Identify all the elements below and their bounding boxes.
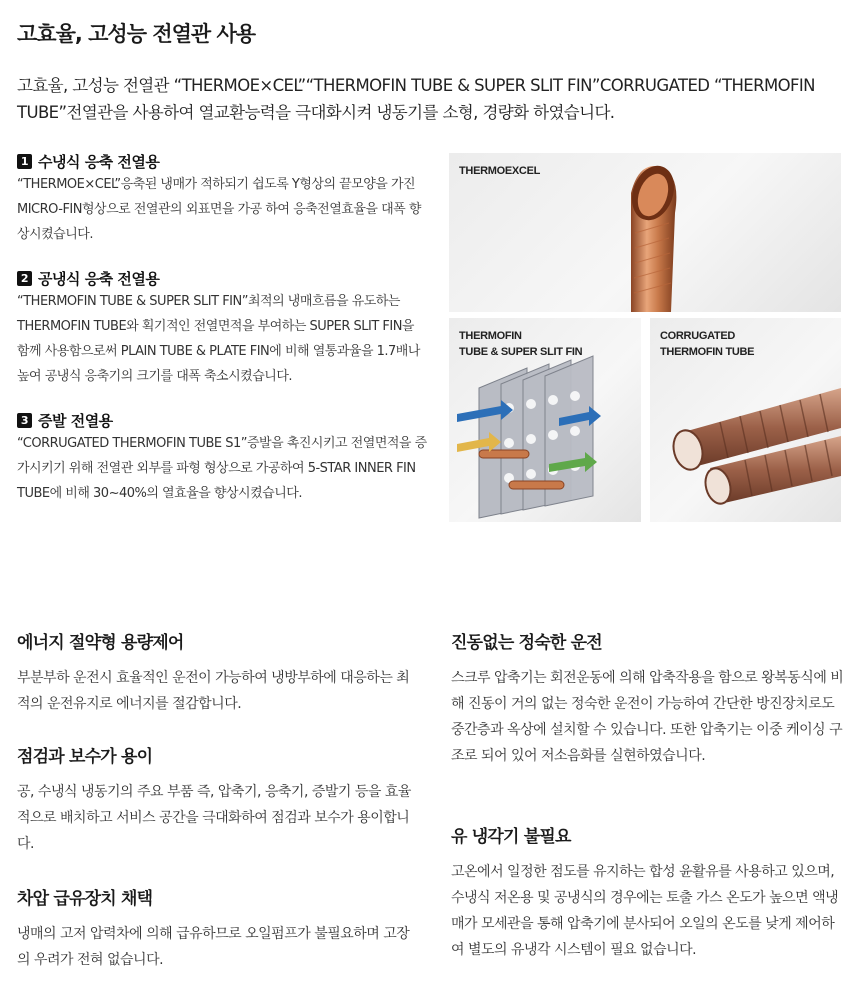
section-oil-supply xyxy=(17,884,412,973)
feature-number-badge: 1 xyxy=(17,154,32,169)
section-title: 에너지 절약형 용량제어 xyxy=(17,633,184,653)
section-body: 냉매의 고저 압력차에 의해 급유하므로 오일펌프가 불필요하며 고장의 우려가 전혀 없습니다. xyxy=(17,926,410,968)
feature-title: 증발 전열용 xyxy=(38,411,113,430)
feature-title: 수냉식 응축 전열용 xyxy=(38,152,160,171)
feature-description: “THERMOE×CEL”응축된 냉매가 적하되기 쉽도록 Y형상의 끝모양을 가진 MICRO-FIN형상으로 전열관의 외표면을 가공 하여 응축전열효율을 대폭 향상시켰습니다. xyxy=(17,177,421,242)
image-label: THERMOEXCEL xyxy=(459,165,541,177)
image-label: THERMOFIN TUBE & SUPER SLIT FIN xyxy=(459,330,583,358)
section-vibration-free xyxy=(451,628,846,769)
section-body: 부분부하 운전시 효율적인 운전이 가능하여 냉방부하에 대응하는 최적의 운전유지로 에너지를 절감합니다. xyxy=(17,670,410,712)
section-oil-cooler xyxy=(451,822,846,963)
section-maintenance xyxy=(17,742,412,857)
section-title: 점검과 보수가 용이 xyxy=(17,747,153,767)
feature-item-air-cooled xyxy=(17,267,427,389)
section-title: 차압 급유장치 채택 xyxy=(17,889,153,909)
image-label: CORRUGATED THERMOFIN TUBE xyxy=(660,330,755,358)
section-title: 유 냉각기 불필요 xyxy=(451,827,571,847)
section-body: 스크루 압축기는 회전운동에 의해 압축작용을 함으로 왕복동식에 비해 진동이 거의 없는 정숙한 운전이 가능하여 간단한 방진장치로도 중간층과 옥상에 설치할 수 있습니다. 또한 압축기는 이중 케이싱 구조로 되어 있어 저소음화를 실현하였습니다. xyxy=(451,670,844,764)
page-title: 고효율, 고성능 전열관 사용 xyxy=(17,22,256,46)
section-body: 고온에서 일정한 점도를 유지하는 합성 윤활유를 사용하고 있으며, 수냉식 저온용 및 공냉식의 경우에는 토출 가스 온도가 높으면 액냉매가 모세관을 통해 압축기에 분사되어 오일의 온도를 낮게 제어하여 별도의 유냉각 시스템이 필요 없습니다. xyxy=(451,864,839,958)
section-energy-saving xyxy=(17,628,412,717)
feature-number-badge: 2 xyxy=(17,271,32,286)
thermofin-slit-fin-image xyxy=(449,318,641,522)
thermoexcel-image xyxy=(449,153,841,312)
section-body: 공, 수냉식 냉동기의 주요 부품 즉, 압축기, 응축기, 증발기 등을 효율적으로 배치하고 서비스 공간을 극대화하여 점검과 보수가 용이합니다. xyxy=(17,784,411,852)
corrugated-tube-image xyxy=(650,318,841,522)
feature-item-evaporation xyxy=(17,409,427,506)
intro-paragraph: 고효율, 고성능 전열관 “THERMOE×CEL”“THERMOFIN TUBE & SUPER SLIT FIN”CORRUGATED “THERMOFIN TUBE”전열관을 사용하여 열교환능력을 극대화시켜 냉동기를 소형, 경량화 하였습니다. xyxy=(17,76,815,122)
feature-description: “THERMOFIN TUBE & SUPER SLIT FIN”최적의 냉매흐름을 유도하는 THERMOFIN TUBE와 획기적인 전열면적을 부여하는 SUPER SLIT FIN을 함께 사용함으로써 PLAIN TUBE & PLATE FIN에 비해 열통과율을 1.7배나 높여 공냉식 응축기의 크기를 대폭 축소시켰습니다. xyxy=(17,294,420,384)
feature-number-badge: 3 xyxy=(17,413,32,428)
feature-item-water-cooled xyxy=(17,150,427,247)
feature-title: 공냉식 응축 전열용 xyxy=(38,269,160,288)
section-title: 진동없는 정숙한 운전 xyxy=(451,633,602,653)
feature-description: “CORRUGATED THERMOFIN TUBE S1”증발을 촉진시키고 전열면적을 증가시키기 위해 전열관 외부를 파형 형상으로 가공하여 5-STAR INNER FIN TUBE에 비해 30~40%의 열효율을 향상시켰습니다. xyxy=(17,436,427,501)
feature-list xyxy=(17,150,427,526)
